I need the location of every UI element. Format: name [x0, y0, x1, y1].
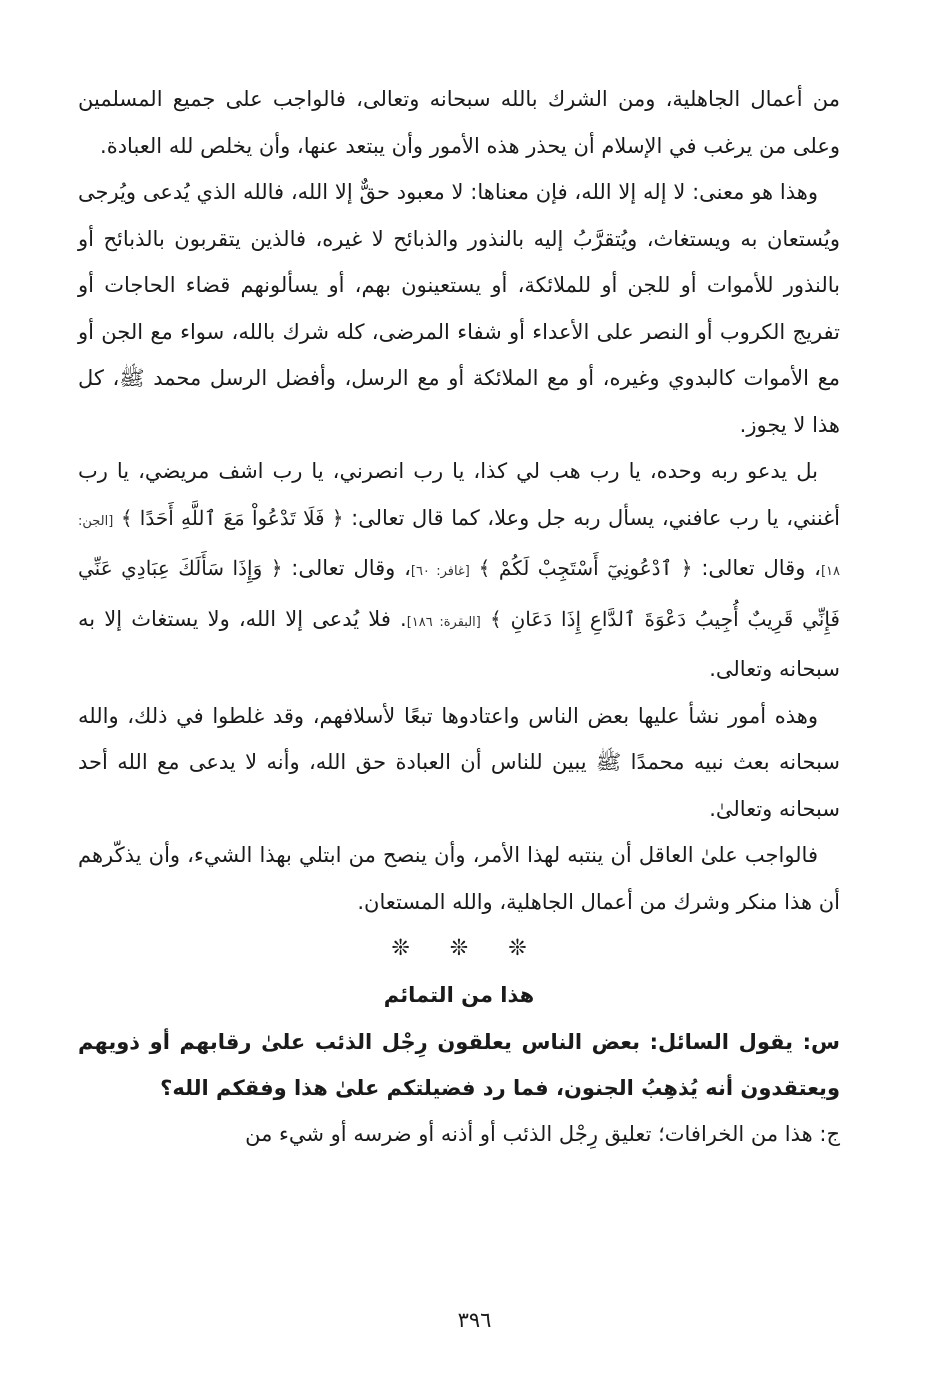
paragraph-5: [78, 832, 840, 925]
quran-verse-2: ﴿ ٱدْعُونِيٓ أَسْتَجِبْ لَكُمْ ﴾: [478, 556, 693, 580]
answer-text: ج: هذا من الخرافات؛ تعليق رِجْل الذئب أو أذنه أو ضرسه أو شيء من: [245, 1122, 840, 1146]
paragraph-3-part4: . فلا يُدعى إلا الله، ولا يستغاث إلا به سبحانه وتعالى.: [78, 606, 840, 681]
paragraph-1: [78, 76, 840, 169]
paragraph-4-text: وهذه أمور نشأ عليها بعض الناس واعتادوها تبعًا لأسلافهم، وقد غلطوا في ذلك، والله سبحانه بعث نبيه محمدًا ﷺ يبين للناس أن العبادة حق الله، وأنه لا يدعى مع الله أحد سبحانه وتعالىٰ.: [78, 703, 840, 821]
section-separator: [78, 925, 840, 971]
paragraph-3-part2: ، وقال تعالى:: [701, 556, 821, 580]
quran-verse-3: ﴿ وَإِذَا سَأَلَكَ عِبَادِي عَنِّي فَإِنِّي قَرِيبٌ أُجِيبُ دَعْوَةَ ٱلدَّاعِ إِذَا دَعَانِ ﴾: [78, 556, 840, 631]
paragraph-4: [78, 693, 840, 833]
paragraph-2-text: وهذا هو معنى: لا إله إلا الله، فإن معناها: لا معبود حقٌّ إلا الله، فالله الذي يُدعى ويُرجى ويُستعان به ويستغاث، ويُتقرَّبُ إليه بالنذور والذبائح لا غيره، فالذين يتقربون بالذبائح أو بالنذور للأموات أو للجن أو للملائكة، أو يستعينون بهم، أو يسألونهم قضاء الحاجات أو تفريج الكروب أو النصر على الأعداء أو شفاء المرضى، كله شرك بالله، سواء مع الجن أو مع الأموات كالبدوي وغيره، أو مع الملائكة أو مع الرسل، وأفضل الرسل محمد ﷺ، كل هذا لا يجوز.: [78, 180, 840, 437]
question-text: س: يقول السائل: بعض الناس يعلقون رِجْل الذئب علىٰ رقابهم أو ذويهم ويعتقدون أنه يُذهِبُ الجنون، فما رد فضيلتكم علىٰ هذا وفقكم الله؟: [78, 1030, 840, 1100]
verse-ref-1: [الجن: ١٨]: [78, 513, 840, 579]
paragraph-3-part1: بل يدعو ربه وحده، يا رب هب لي كذا، يا رب انصرني، يا رب اشف مريضي، يا رب أغنني، يا رب عافني، يسأل ربه جل وعلا، كما قال تعالى:: [78, 459, 840, 530]
paragraph-3: [78, 448, 840, 693]
paragraph-5-text: فالواجب علىٰ العاقل أن ينتبه لهذا الأمر، وأن ينصح من ابتلي بهذا الشيء، وأن يذكّرهم أن هذا منكر وشرك من أعمال الجاهلية، والله المستعان.: [78, 843, 840, 914]
separator-ornament-icon: ❊: [391, 936, 450, 961]
paragraph-3-part3: ، وقال تعالى:: [291, 556, 411, 580]
paragraph-1-text: من أعمال الجاهلية، ومن الشرك بالله سبحانه وتعالى، فالواجب على جميع المسلمين وعلى من يرغب في الإسلام أن يحذر هذه الأمور وأن يبتعد عنها، وأن يخلص لله العبادة.: [78, 87, 840, 158]
separator-ornament-icon: ❊: [449, 936, 509, 961]
separator-ornament-icon: ❊: [508, 936, 567, 961]
page-number: ٣٩٦: [457, 1308, 492, 1332]
paragraph-2: [78, 169, 840, 448]
quran-verse-1: ﴿ فَلَا تَدْعُواْ مَعَ ٱللَّهِ أَحَدًا ﴾: [120, 505, 344, 530]
verse-ref-2: [غافر: ٦٠]: [410, 564, 470, 579]
page-body: [78, 76, 840, 1157]
section-heading: هذا من التمائم: [383, 983, 535, 1007]
verse-ref-3: [البقرة: ١٨٦]: [406, 614, 481, 630]
